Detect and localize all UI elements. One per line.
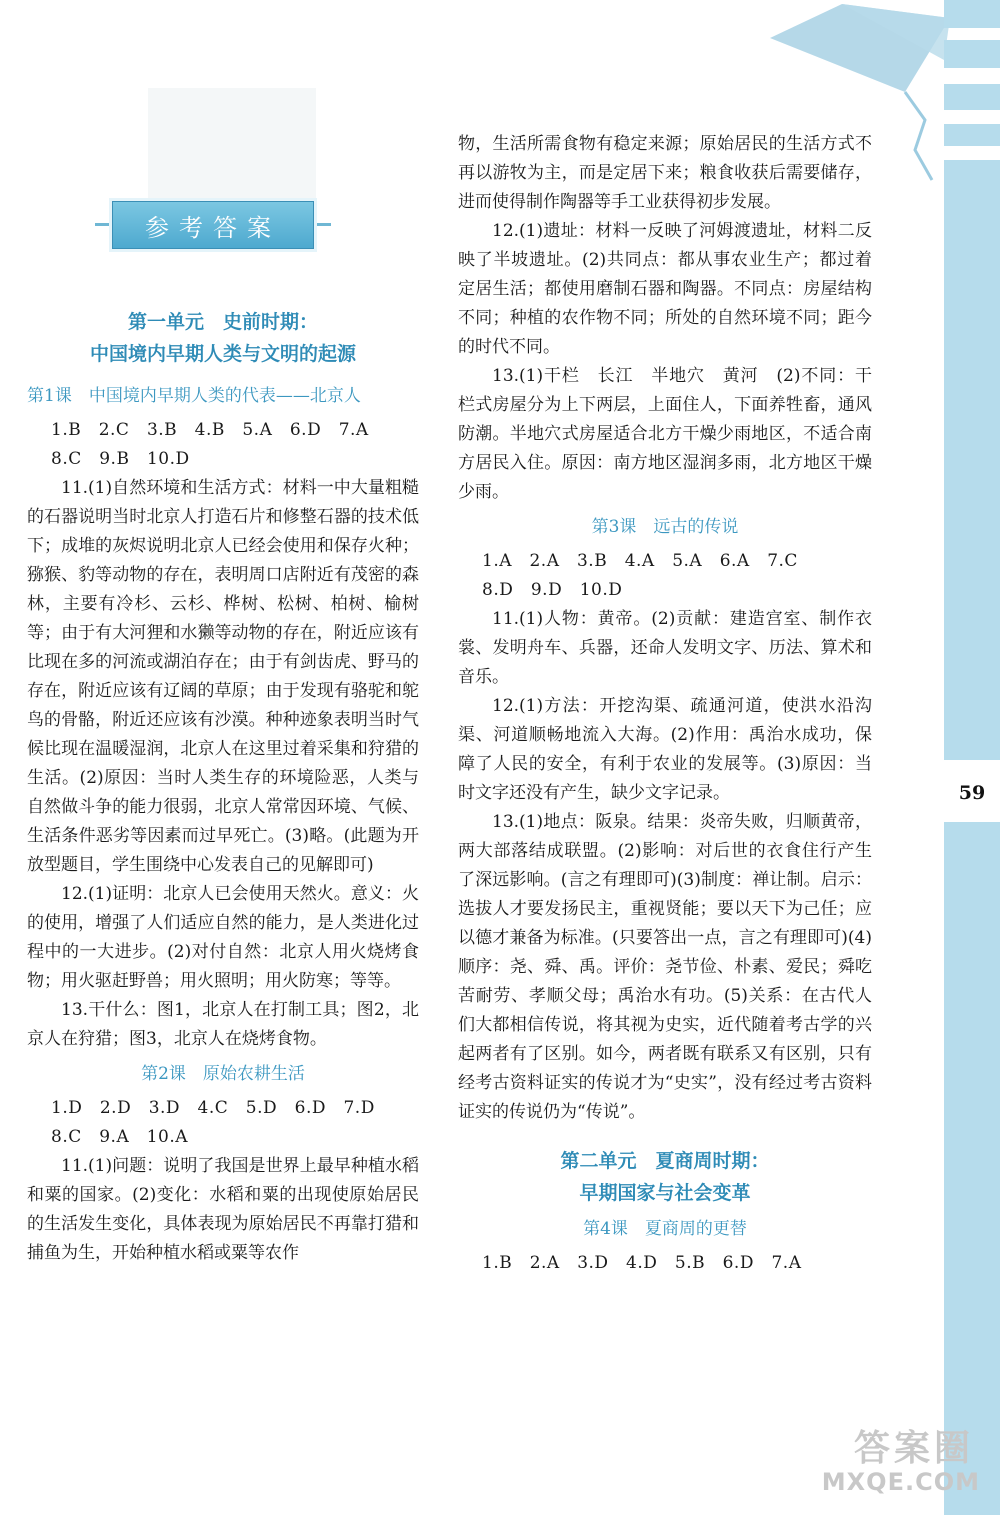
- lesson2-choice-answers-2: 8.C 9.A 10.A: [51, 1127, 189, 1147]
- watermark-logo: [810, 1420, 980, 1506]
- lesson4-choice-answers-1: 1.B 2.A 3.D 4.D 5.B 6.D 7.A: [482, 1253, 802, 1273]
- lesson1-heading: 第1课 中国境内早期人类的代表——北京人: [27, 386, 361, 406]
- lesson1-q11: 11.(1)自然环境和生活方式：材料一中大量粗糙的石器说明当时北京人打造石片和修整石器的技术低下；成堆的灰烬说明北京人已经会使用和保存火种；猕猴、豹等动物的存在，表明周口店附近有茂密的森林，主要有冷杉、云杉、桦树、松树、柏树、榆树等；由于有大河狸和水獭等动物的存在，附近应该有比现在多的河流或湖泊存在；由于有剑齿虎、野马的存在，附近应该有辽阔的草原；由于发现有骆驼和鸵鸟的骨骼，附近还应该有沙漠。种种迹象表明当时气候比现在温暖湿润，北京人在这里过着采集和狩猎的生活。(2)原因：当时人类生存的环境险恶，人类与自然做斗争的能力很弱，北京人常常因环境、气候、生活条件恶劣等因素而过早死亡。(3)略。(此题为开放型题目，学生围绕中心发表自己的见解即可): [27, 478, 419, 875]
- lesson2-q13: 13.(1)干栏 长江 半地穴 黄河 (2)不同：干栏式房屋分为上下两层，上面住人，下面养牲畜，通风防潮。半地穴式房屋适合北方干燥少雨地区，不适合南方居民入住。原因：南方地区湿润多雨，北方地区干燥少雨。: [458, 366, 872, 502]
- unit1-heading-line1: 第一单元 史前时期：: [127, 311, 318, 333]
- lesson2-choice-answers-1: 1.D 2.D 3.D 4.C 5.D 6.D 7.D: [51, 1098, 375, 1118]
- unit2-heading-line1: 第二单元 夏商周时期：: [560, 1150, 770, 1172]
- answer-title-banner: 参考答案: [112, 201, 314, 249]
- lesson2-q12: 12.(1)遗址：材料一反映了河姆渡遗址，材料二反映了半坡遗址。(2)共同点：都从事农业生产；都过着定居生活；都使用磨制石器和陶器。不同点：房屋结构不同；种植的农作物不同；所处的自然环境不同；距今的时代不同。: [458, 221, 872, 357]
- unit1-heading-line2: 中国境内早期人类与文明的起源: [89, 343, 356, 365]
- lesson3-q13: 13.(1)地点：阪泉。结果：炎帝失败，归顺黄帝，两大部落结成联盟。(2)影响：对后世的衣食住行产生了深远影响。(言之有理即可)(3)制度：禅让制。启示：选拔人才要发扬民主，重视贤能；要以天下为己任；应以德才兼备为标准。(只要答出一点，言之有理即可)(4)顺序：尧、舜、禹。评价：尧节俭、朴素、爱民；舜吃苦耐劳、孝顺父母；禹治水有功。(5)关系：在古代人们大都相信传说，将其视为史实，近代随着考古学的兴起两者有了区别。如今，两者既有联系又有区别，只有经考古资料证实的传说才为“史实”，没有经过考古资料证实的传说仍为“传说”。: [458, 812, 872, 1122]
- lesson1-q12: 12.(1)证明：北京人已会使用天然火。意义：火的使用，增强了人们适应自然的能力，是人类进化过程中的一大进步。(2)对付自然：北京人用火烧烤食物；用火驱赶野兽；用火照明；用火防寒；等等。: [27, 884, 419, 991]
- lesson3-choice-answers-1: 1.A 2.A 3.B 4.A 5.A 6.A 7.C: [482, 551, 798, 571]
- lesson3-q12: 12.(1)方法：开挖沟渠、疏通河道，使洪水沿沟渠、河道顺畅地流入大海。(2)作用：禹治水成功，保障了人民的安全，有利于农业的发展等。(3)原因：当时文字还没有产生，缺少文字记录。: [458, 696, 872, 803]
- lesson3-heading: 第3课 远古的传说: [591, 517, 739, 537]
- page-number: 59: [958, 782, 986, 804]
- unit2-heading-line2: 早期国家与社会变革: [579, 1182, 751, 1204]
- lesson1-choice-answers-1: 1.B 2.C 3.B 4.B 5.A 6.D 7.A: [51, 420, 369, 440]
- lesson1-choice-answers-2: 8.C 9.B 10.D: [51, 449, 190, 469]
- lesson3-q11: 11.(1)人物：黄帝。(2)贡献：建造宫室、制作衣裳、发明舟车、兵器，还命人发明文字、历法、算术和音乐。: [458, 609, 872, 687]
- lesson2-q11-part2: 物，生活所需食物有稳定来源；原始居民的生活方式不再以游牧为主，而是定居下来；粮食收获后需要储存，进而使得制作陶器等手工业获得初步发展。: [458, 134, 872, 212]
- lesson2-q11-part1: 11.(1)问题：说明了我国是世界上最早种植水稻和粟的国家。(2)变化：水稻和粟的出现使原始居民的生活发生变化，具体表现为原始居民不再靠打猎和捕鱼为生，开始种植水稻或粟等农作: [27, 1156, 419, 1263]
- watermark-url: MXQE.COM: [821, 1468, 980, 1496]
- lesson2-heading: 第2课 原始农耕生活: [141, 1064, 305, 1084]
- left-column: [27, 306, 419, 1268]
- lesson4-heading: 第4课 夏商周的更替: [583, 1219, 747, 1239]
- right-column: [458, 130, 872, 1278]
- side-band: [944, 0, 1000, 1515]
- lesson3-choice-answers-2: 8.D 9.D 10.D: [482, 580, 623, 600]
- title-shadow-panel: [148, 88, 316, 198]
- lesson1-q13: 13.干什么：图1，北京人在打制工具；图2，北京人在狩猎；图3，北京人在烧烤食物。: [27, 1000, 419, 1049]
- watermark-text: 答案圈: [853, 1428, 974, 1469]
